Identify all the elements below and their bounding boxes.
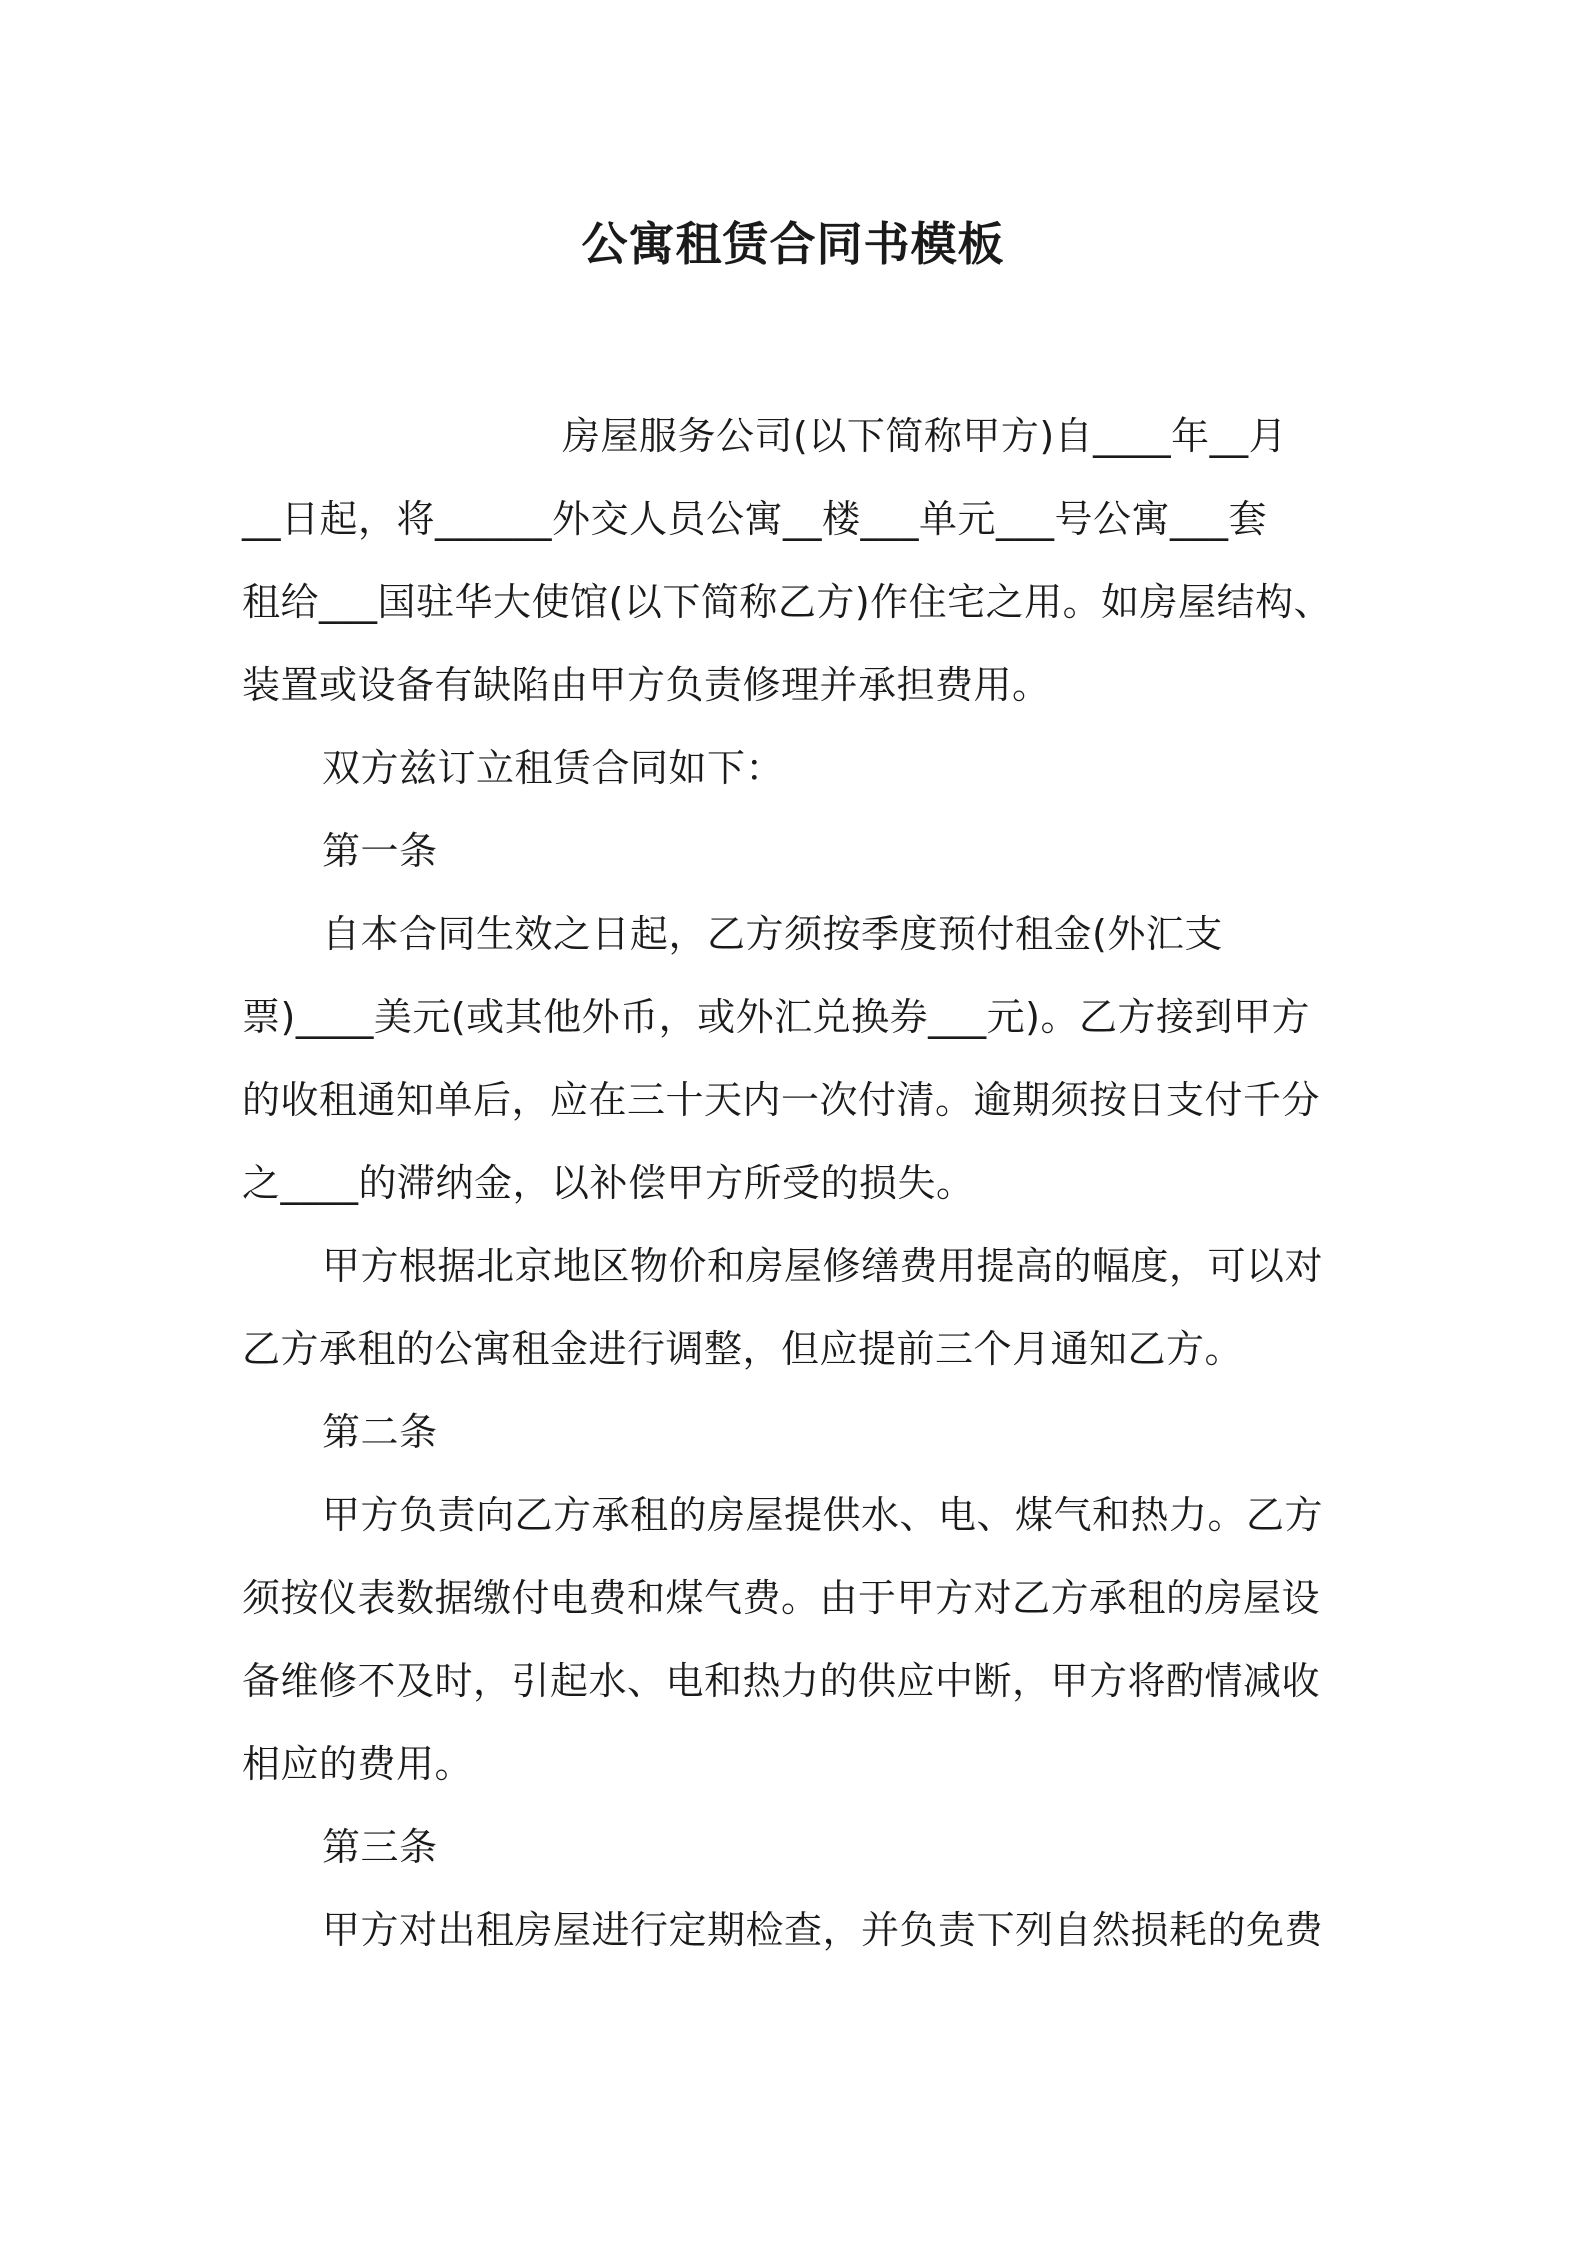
paragraph-line: 之____的滞纳金，以补偿甲方所受的损失。 <box>242 1161 975 1205</box>
paragraph-line: 票)____美元(或其他外币，或外汇兑换券___元)。乙方接到甲方 <box>242 995 1310 1039</box>
paragraph-line: 甲方根据北京地区物价和房屋修缮费用提高的幅度，可以对 <box>322 1244 1324 1288</box>
paragraph-line: 乙方承租的公寓租金进行调整，但应提前三个月通知乙方。 <box>242 1327 1244 1371</box>
paragraph-line: 双方兹订立租赁合同如下： <box>322 746 785 790</box>
article-heading: 第三条 <box>322 1825 438 1869</box>
paragraph-line: __日起，将______外交人员公寓__楼___单元___号公寓___套 <box>242 497 1268 541</box>
article-heading: 第一条 <box>322 829 438 873</box>
paragraph-line: 房屋服务公司(以下简称甲方)自____年__月 <box>562 414 1288 458</box>
paragraph-line: 须按仪表数据缴付电费和煤气费。由于甲方对乙方承租的房屋设 <box>242 1576 1321 1620</box>
paragraph-line: 备维修不及时，引起水、电和热力的供应中断，甲方将酌情减收 <box>242 1659 1321 1703</box>
paragraph-line: 的收租通知单后，应在三十天内一次付清。逾期须按日支付千分 <box>242 1078 1321 1122</box>
paragraph-line: 相应的费用。 <box>242 1742 474 1786</box>
paragraph-line: 甲方负责向乙方承租的房屋提供水、电、煤气和热力。乙方 <box>322 1493 1324 1537</box>
paragraph-line: 甲方对出租房屋进行定期检查，并负责下列自然损耗的免费 <box>322 1908 1324 1952</box>
document-title: 公寓租赁合同书模板 <box>581 217 1005 271</box>
paragraph-line: 自本合同生效之日起，乙方须按季度预付租金(外汇支 <box>322 912 1223 956</box>
article-heading: 第二条 <box>322 1410 438 1454</box>
paragraph-line: 租给___国驻华大使馆(以下简称乙方)作住宅之用。如房屋结构、 <box>242 580 1333 624</box>
paragraph-line: 装置或设备有缺陷由甲方负责修理并承担费用。 <box>242 663 1051 707</box>
